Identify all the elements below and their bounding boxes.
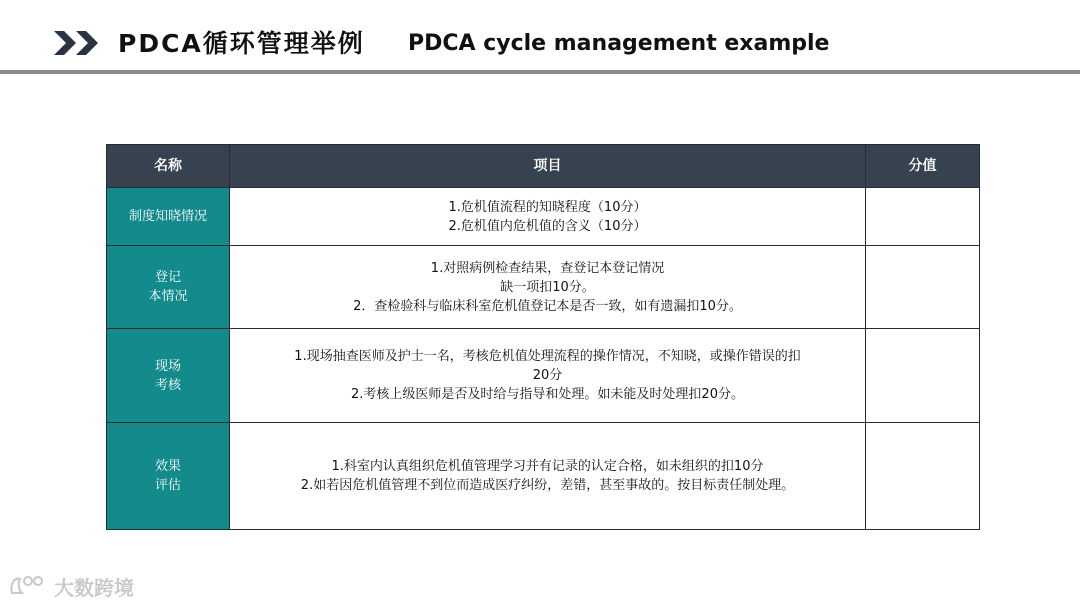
row-item-text: 2．查检验科与临床科室危机值登记本是否一致，如有遗漏扣10分。 [353,298,742,314]
row-item-text: 1.现场抽查医师及护士一名，考核危机值处理流程的操作情况，不知晓，或操作错误的扣 [294,349,801,364]
row-name-cell [107,329,230,423]
row-name-text: 现场 [154,358,181,374]
watermark [8,572,134,600]
row-score-cell [866,188,980,246]
watermark-logo-icon [8,573,48,599]
column-header-item: 项目 [230,145,866,188]
row-item-text: 1.对照病例检查结果，查登记本登记情况 [430,260,665,276]
row-item-cell [230,329,866,423]
row-score-cell [866,329,980,423]
watermark-text: 大数跨境 [54,575,134,600]
table-row [107,423,980,530]
table-row [107,246,980,329]
row-name-text: 本情况 [148,289,188,304]
row-item-text: 2.如若因危机值管理不到位而造成医疗纠纷，差错，甚至事故的。按目标责任制处理。 [300,478,795,493]
row-item-text: 1.科室内认真组织危机值管理学习并有记录的认定合格，如未组织的扣10分 [331,459,764,474]
row-item-text: 缺一项扣10分。 [500,279,595,295]
row-item-cell [230,423,866,530]
row-item-cell [230,246,866,329]
row-item-text: 1.危机值流程的知晓程度（10分） [448,199,647,215]
page-title-english: PDCA cycle management example [408,31,830,56]
row-score-cell [866,246,980,329]
row-name-text: 效果 [154,459,181,474]
row-item-text: 2.危机值内危机值的含义（10分） [448,218,647,234]
row-score-cell [866,423,980,530]
row-name-cell [107,188,230,246]
row-name-text: 登记 [154,270,181,285]
slide-header [0,0,1080,74]
table-header-row [107,145,980,188]
row-name-text: 评估 [154,478,181,493]
row-name-text: 制度知晓情况 [128,209,207,224]
column-header-score: 分值 [866,145,980,188]
row-name-cell [107,246,230,329]
double-chevron-right-icon [54,31,102,55]
row-item-text: 2.考核上级医师是否及时给与指导和处理。如未能及时处理扣20分。 [351,387,744,402]
row-name-text: 考核 [154,377,181,393]
page-title-chinese: PDCA循环管理举例 [118,29,365,58]
row-item-cell [230,188,866,246]
row-item-text: 20分 [532,368,563,383]
column-header-name: 名称 [107,145,230,188]
pdca-table [106,144,980,530]
table-row [107,188,980,246]
row-name-cell [107,423,230,530]
table-row [107,329,980,423]
header-divider [0,70,1080,74]
